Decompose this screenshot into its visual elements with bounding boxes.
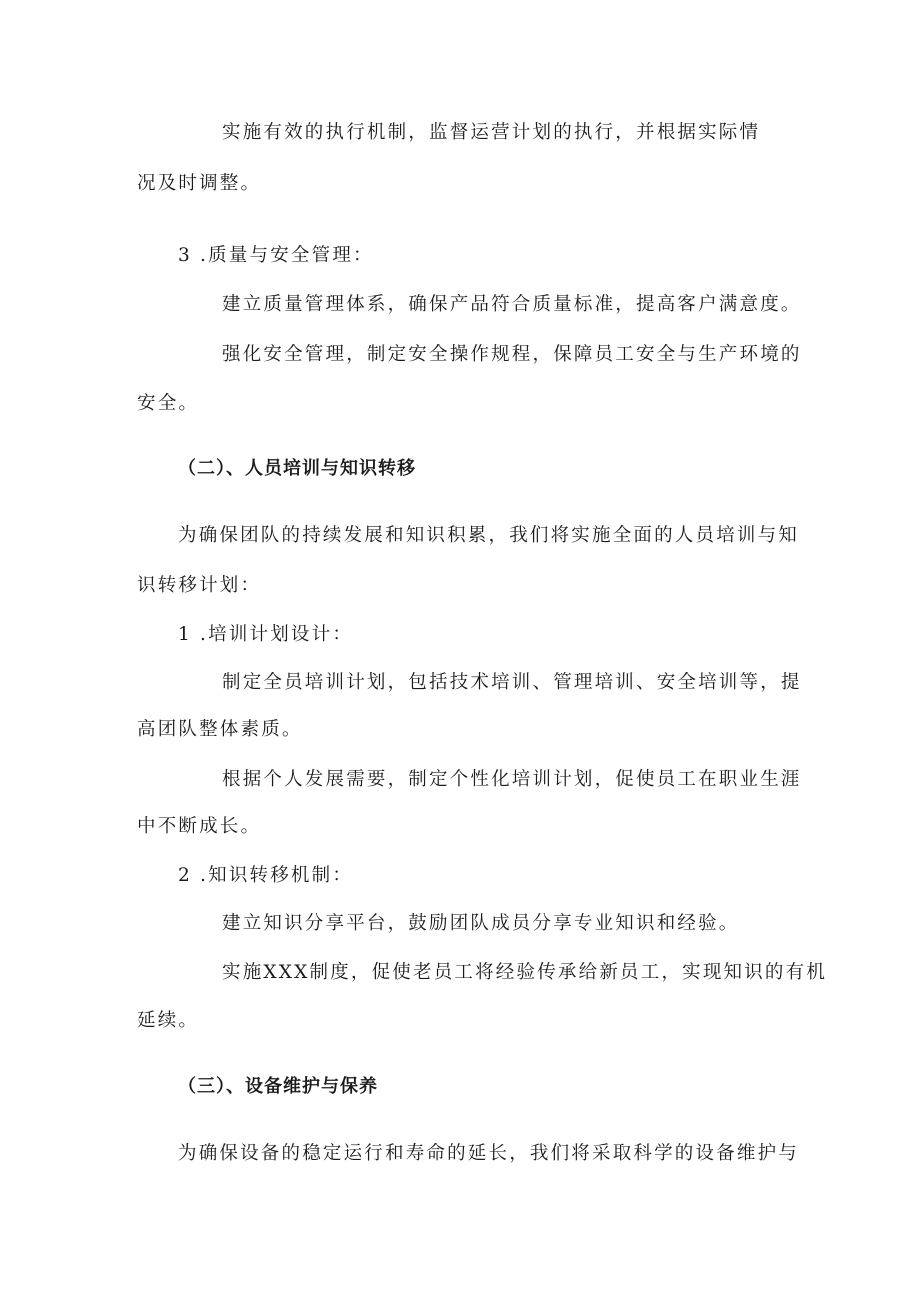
paragraph-line: 建立知识分享平台，鼓励团队成员分享专业知识和经验。 [222, 913, 740, 934]
paragraph-line: 况及时调整。 [137, 173, 262, 194]
paragraph-line: 根据个人发展需要，制定个性化培训计划，促使员工在职业生涯 [222, 769, 802, 790]
paragraph-line: 中不断成长。 [137, 816, 262, 837]
paragraph-line: 建立质量管理体系，确保产品符合质量标准，提高客户满意度。 [222, 294, 802, 315]
list-item-heading: 1 .培训计划设计： [178, 624, 354, 645]
list-item-heading: 2 .知识转移机制： [178, 865, 354, 886]
list-item-heading: 3 .质量与安全管理： [178, 245, 374, 266]
paragraph-line: 安全。 [137, 393, 200, 414]
paragraph-line: 实施XXX制度，促使老员工将经验传承给新员工，实现知识的有机 [222, 962, 828, 983]
paragraph-line: 为确保团队的持续发展和知识积累，我们将实施全面的人员培训与知 [178, 525, 800, 546]
section-heading: （三）、设备维护与保养 [178, 1076, 378, 1097]
paragraph-line: 高团队整体素质。 [137, 719, 303, 740]
section-heading: （二）、人员培训与知识转移 [178, 458, 416, 479]
paragraph-line: 强化安全管理，制定安全操作规程，保障员工安全与生产环境的 [222, 344, 802, 365]
paragraph-line: 实施有效的执行机制，监督运营计划的执行，并根据实际情 [222, 122, 761, 143]
paragraph-line: 为确保设备的稳定运行和寿命的延长，我们将采取科学的设备维护与 [178, 1143, 800, 1164]
paragraph-line: 制定全员培训计划，包括技术培训、管理培训、安全培训等，提 [222, 672, 802, 693]
paragraph-line: 识转移计划： [137, 575, 262, 596]
paragraph-line: 延续。 [137, 1010, 200, 1031]
